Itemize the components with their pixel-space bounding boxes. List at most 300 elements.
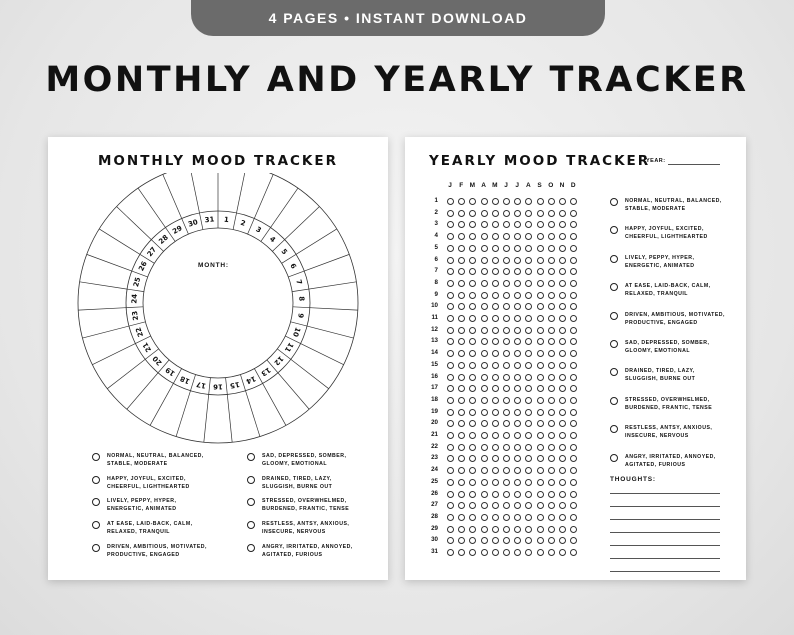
mood-dot[interactable] (559, 315, 566, 322)
mood-dot[interactable] (481, 467, 488, 474)
mood-dot[interactable] (537, 221, 544, 228)
thoughts-line[interactable] (610, 558, 720, 559)
mood-dot[interactable] (525, 233, 532, 240)
mood-dot[interactable] (481, 280, 488, 287)
thoughts-line[interactable] (610, 519, 720, 520)
mood-checkbox[interactable] (610, 368, 618, 376)
mood-dot[interactable] (458, 537, 465, 544)
mood-dot[interactable] (548, 280, 555, 287)
mood-dot[interactable] (447, 221, 454, 228)
mood-dot[interactable] (503, 432, 510, 439)
mood-dot[interactable] (559, 280, 566, 287)
mood-dot[interactable] (492, 420, 499, 427)
mood-dot[interactable] (503, 467, 510, 474)
mood-dot[interactable] (458, 327, 465, 334)
mood-dot[interactable] (537, 491, 544, 498)
mood-dot[interactable] (548, 491, 555, 498)
mood-dot[interactable] (570, 315, 577, 322)
mood-dot[interactable] (525, 479, 532, 486)
mood-dot[interactable] (514, 303, 521, 310)
mood-dot[interactable] (503, 280, 510, 287)
mood-dot[interactable] (537, 479, 544, 486)
mood-dot[interactable] (559, 455, 566, 462)
mood-dot[interactable] (514, 491, 521, 498)
monthly-legend-item[interactable] (92, 520, 193, 536)
mood-dot[interactable] (503, 537, 510, 544)
mood-dot[interactable] (458, 374, 465, 381)
mood-dot[interactable] (525, 397, 532, 404)
mood-dot[interactable] (570, 467, 577, 474)
mood-dot[interactable] (548, 245, 555, 252)
mood-dot[interactable] (481, 444, 488, 451)
mood-dot[interactable] (514, 350, 521, 357)
mood-dot[interactable] (514, 268, 521, 275)
mood-dot[interactable] (514, 257, 521, 264)
mood-dot[interactable] (492, 280, 499, 287)
mood-dot[interactable] (537, 327, 544, 334)
mood-dot[interactable] (570, 444, 577, 451)
mood-dot[interactable] (469, 257, 476, 264)
mood-dot[interactable] (447, 292, 454, 299)
mood-dot[interactable] (514, 479, 521, 486)
mood-dot[interactable] (559, 514, 566, 521)
mood-dot[interactable] (570, 397, 577, 404)
monthly-legend-item[interactable] (247, 497, 349, 513)
mood-dot[interactable] (503, 526, 510, 533)
mood-dot[interactable] (447, 385, 454, 392)
mood-dot[interactable] (514, 233, 521, 240)
mood-dot[interactable] (514, 362, 521, 369)
mood-dot[interactable] (469, 292, 476, 299)
mood-dot[interactable] (481, 210, 488, 217)
mood-dot[interactable] (537, 280, 544, 287)
thoughts-line[interactable] (610, 571, 720, 572)
mood-dot[interactable] (492, 526, 499, 533)
mood-dot[interactable] (537, 350, 544, 357)
mood-dot[interactable] (514, 397, 521, 404)
yearly-legend-item[interactable] (610, 339, 709, 355)
mood-dot[interactable] (559, 397, 566, 404)
mood-dot[interactable] (537, 338, 544, 345)
mood-dot[interactable] (570, 210, 577, 217)
mood-dot[interactable] (537, 198, 544, 205)
mood-dot[interactable] (447, 549, 454, 556)
mood-dot[interactable] (481, 245, 488, 252)
thoughts-line[interactable] (610, 493, 720, 494)
mood-dot[interactable] (570, 233, 577, 240)
mood-dot[interactable] (503, 502, 510, 509)
mood-dot[interactable] (525, 514, 532, 521)
mood-dot[interactable] (469, 467, 476, 474)
mood-dot[interactable] (503, 327, 510, 334)
mood-dot[interactable] (537, 537, 544, 544)
mood-checkbox[interactable] (610, 425, 618, 433)
mood-dot[interactable] (447, 268, 454, 275)
mood-dot[interactable] (525, 549, 532, 556)
mood-dot[interactable] (447, 444, 454, 451)
mood-dot[interactable] (559, 198, 566, 205)
mood-dot[interactable] (570, 362, 577, 369)
mood-dot[interactable] (469, 409, 476, 416)
mood-dot[interactable] (503, 338, 510, 345)
mood-dot[interactable] (492, 455, 499, 462)
mood-dot[interactable] (537, 362, 544, 369)
mood-dot[interactable] (503, 292, 510, 299)
mood-dot[interactable] (469, 210, 476, 217)
mood-dot[interactable] (481, 292, 488, 299)
mood-dot[interactable] (570, 280, 577, 287)
mood-dot[interactable] (458, 268, 465, 275)
mood-dot[interactable] (559, 526, 566, 533)
mood-dot[interactable] (570, 385, 577, 392)
mood-dot[interactable] (492, 444, 499, 451)
mood-dot[interactable] (514, 502, 521, 509)
mood-dot[interactable] (514, 409, 521, 416)
mood-dot[interactable] (469, 221, 476, 228)
mood-dot[interactable] (481, 479, 488, 486)
mood-dot[interactable] (514, 514, 521, 521)
mood-dot[interactable] (447, 432, 454, 439)
mood-dot[interactable] (458, 467, 465, 474)
mood-dot[interactable] (503, 350, 510, 357)
mood-dot[interactable] (458, 315, 465, 322)
mood-dot[interactable] (469, 233, 476, 240)
mood-dot[interactable] (559, 409, 566, 416)
mood-dot[interactable] (525, 198, 532, 205)
mood-dot[interactable] (492, 198, 499, 205)
mood-dot[interactable] (447, 467, 454, 474)
mood-dot[interactable] (492, 432, 499, 439)
mood-dot[interactable] (570, 350, 577, 357)
mood-dot[interactable] (537, 257, 544, 264)
mood-dot[interactable] (447, 245, 454, 252)
mood-dot[interactable] (514, 327, 521, 334)
mood-dot[interactable] (559, 385, 566, 392)
mood-dot[interactable] (537, 210, 544, 217)
mood-dot[interactable] (469, 491, 476, 498)
mood-dot[interactable] (503, 420, 510, 427)
mood-dot[interactable] (481, 257, 488, 264)
mood-dot[interactable] (447, 397, 454, 404)
mood-dot[interactable] (559, 537, 566, 544)
mood-dot[interactable] (525, 409, 532, 416)
monthly-legend-item[interactable] (92, 475, 190, 491)
mood-dot[interactable] (537, 245, 544, 252)
mood-dot[interactable] (469, 385, 476, 392)
mood-dot[interactable] (514, 374, 521, 381)
monthly-legend-item[interactable] (247, 475, 332, 491)
mood-dot[interactable] (548, 268, 555, 275)
mood-checkbox[interactable] (610, 340, 618, 348)
yearly-legend-item[interactable] (610, 367, 695, 383)
mood-dot[interactable] (481, 362, 488, 369)
mood-dot[interactable] (503, 385, 510, 392)
mood-dot[interactable] (537, 455, 544, 462)
mood-dot[interactable] (525, 257, 532, 264)
mood-dot[interactable] (447, 455, 454, 462)
mood-dot[interactable] (525, 491, 532, 498)
mood-dot[interactable] (548, 257, 555, 264)
mood-dot[interactable] (525, 444, 532, 451)
mood-dot[interactable] (481, 549, 488, 556)
mood-dot[interactable] (458, 221, 465, 228)
mood-dot[interactable] (492, 245, 499, 252)
mood-dot[interactable] (458, 549, 465, 556)
mood-dot[interactable] (492, 409, 499, 416)
mood-dot[interactable] (559, 467, 566, 474)
mood-dot[interactable] (469, 455, 476, 462)
yearly-legend-item[interactable] (610, 282, 711, 298)
mood-dot[interactable] (559, 327, 566, 334)
yearly-legend-item[interactable] (610, 197, 722, 213)
mood-dot[interactable] (447, 338, 454, 345)
mood-dot[interactable] (548, 537, 555, 544)
mood-dot[interactable] (548, 233, 555, 240)
mood-dot[interactable] (458, 210, 465, 217)
mood-dot[interactable] (492, 467, 499, 474)
mood-dot[interactable] (492, 537, 499, 544)
mood-dot[interactable] (559, 245, 566, 252)
mood-dot[interactable] (481, 537, 488, 544)
mood-checkbox[interactable] (92, 476, 100, 484)
mood-dot[interactable] (447, 210, 454, 217)
mood-dot[interactable] (492, 233, 499, 240)
mood-dot[interactable] (492, 210, 499, 217)
mood-dot[interactable] (525, 292, 532, 299)
mood-dot[interactable] (458, 397, 465, 404)
mood-dot[interactable] (537, 514, 544, 521)
mood-dot[interactable] (481, 385, 488, 392)
mood-dot[interactable] (570, 338, 577, 345)
mood-dot[interactable] (525, 502, 532, 509)
mood-dot[interactable] (570, 409, 577, 416)
mood-dot[interactable] (458, 233, 465, 240)
mood-dot[interactable] (447, 374, 454, 381)
mood-dot[interactable] (481, 420, 488, 427)
yearly-legend-item[interactable] (610, 453, 716, 469)
mood-dot[interactable] (559, 362, 566, 369)
mood-checkbox[interactable] (92, 453, 100, 461)
mood-dot[interactable] (548, 455, 555, 462)
mood-dot[interactable] (458, 280, 465, 287)
mood-dot[interactable] (458, 292, 465, 299)
mood-dot[interactable] (458, 362, 465, 369)
mood-dot[interactable] (525, 385, 532, 392)
mood-dot[interactable] (548, 409, 555, 416)
mood-dot[interactable] (514, 444, 521, 451)
mood-dot[interactable] (514, 455, 521, 462)
mood-dot[interactable] (514, 280, 521, 287)
mood-dot[interactable] (514, 549, 521, 556)
mood-dot[interactable] (469, 432, 476, 439)
mood-dot[interactable] (492, 292, 499, 299)
mood-dot[interactable] (503, 303, 510, 310)
mood-dot[interactable] (514, 420, 521, 427)
mood-dot[interactable] (525, 526, 532, 533)
mood-dot[interactable] (503, 491, 510, 498)
mood-checkbox[interactable] (610, 226, 618, 234)
mood-dot[interactable] (525, 303, 532, 310)
yearly-legend-item[interactable] (610, 311, 725, 327)
mood-dot[interactable] (469, 537, 476, 544)
mood-checkbox[interactable] (610, 255, 618, 263)
mood-dot[interactable] (481, 409, 488, 416)
mood-dot[interactable] (570, 537, 577, 544)
mood-dot[interactable] (570, 292, 577, 299)
mood-dot[interactable] (469, 362, 476, 369)
mood-dot[interactable] (537, 444, 544, 451)
mood-dot[interactable] (503, 479, 510, 486)
mood-dot[interactable] (548, 350, 555, 357)
mood-dot[interactable] (481, 455, 488, 462)
mood-dot[interactable] (492, 502, 499, 509)
mood-dot[interactable] (548, 198, 555, 205)
mood-dot[interactable] (469, 315, 476, 322)
yearly-legend-item[interactable] (610, 254, 694, 270)
thoughts-line[interactable] (610, 506, 720, 507)
mood-dot[interactable] (469, 338, 476, 345)
mood-dot[interactable] (447, 233, 454, 240)
mood-dot[interactable] (492, 362, 499, 369)
mood-dot[interactable] (525, 420, 532, 427)
yearly-legend-item[interactable] (610, 396, 712, 412)
mood-dot[interactable] (503, 315, 510, 322)
mood-dot[interactable] (503, 409, 510, 416)
mood-dot[interactable] (548, 420, 555, 427)
mood-dot[interactable] (559, 221, 566, 228)
mood-checkbox[interactable] (247, 453, 255, 461)
mood-dot[interactable] (548, 338, 555, 345)
mood-dot[interactable] (514, 198, 521, 205)
mood-dot[interactable] (525, 467, 532, 474)
mood-dot[interactable] (559, 444, 566, 451)
mood-dot[interactable] (469, 303, 476, 310)
mood-dot[interactable] (525, 455, 532, 462)
mood-dot[interactable] (447, 257, 454, 264)
mood-dot[interactable] (458, 350, 465, 357)
mood-dot[interactable] (447, 409, 454, 416)
mood-dot[interactable] (503, 257, 510, 264)
thoughts-line[interactable] (610, 545, 720, 546)
mood-dot[interactable] (559, 549, 566, 556)
mood-dot[interactable] (537, 409, 544, 416)
mood-dot[interactable] (469, 280, 476, 287)
mood-dot[interactable] (481, 315, 488, 322)
mood-dot[interactable] (503, 198, 510, 205)
monthly-legend-item[interactable] (92, 452, 204, 468)
mood-dot[interactable] (458, 198, 465, 205)
mood-dot[interactable] (469, 397, 476, 404)
mood-dot[interactable] (447, 502, 454, 509)
mood-dot[interactable] (458, 432, 465, 439)
mood-dot[interactable] (503, 245, 510, 252)
mood-dot[interactable] (447, 479, 454, 486)
mood-checkbox[interactable] (610, 454, 618, 462)
mood-dot[interactable] (469, 268, 476, 275)
mood-dot[interactable] (514, 537, 521, 544)
mood-dot[interactable] (469, 350, 476, 357)
mood-dot[interactable] (548, 210, 555, 217)
mood-dot[interactable] (570, 303, 577, 310)
mood-dot[interactable] (537, 526, 544, 533)
mood-dot[interactable] (514, 315, 521, 322)
mood-dot[interactable] (548, 362, 555, 369)
mood-dot[interactable] (514, 292, 521, 299)
mood-dot[interactable] (570, 514, 577, 521)
mood-dot[interactable] (559, 233, 566, 240)
mood-dot[interactable] (525, 268, 532, 275)
mood-dot[interactable] (503, 374, 510, 381)
mood-dot[interactable] (458, 303, 465, 310)
mood-dot[interactable] (481, 397, 488, 404)
yearly-legend-item[interactable] (610, 225, 708, 241)
mood-dot[interactable] (537, 268, 544, 275)
mood-dot[interactable] (481, 502, 488, 509)
mood-dot[interactable] (458, 491, 465, 498)
mood-dot[interactable] (537, 385, 544, 392)
mood-dot[interactable] (525, 432, 532, 439)
mood-dot[interactable] (525, 374, 532, 381)
mood-checkbox[interactable] (610, 198, 618, 206)
mood-dot[interactable] (559, 432, 566, 439)
mood-dot[interactable] (492, 479, 499, 486)
mood-dot[interactable] (481, 303, 488, 310)
mood-dot[interactable] (492, 385, 499, 392)
mood-dot[interactable] (537, 303, 544, 310)
mood-dot[interactable] (548, 385, 555, 392)
mood-dot[interactable] (548, 303, 555, 310)
mood-dot[interactable] (570, 221, 577, 228)
mood-dot[interactable] (570, 420, 577, 427)
mood-checkbox[interactable] (92, 498, 100, 506)
mood-dot[interactable] (458, 385, 465, 392)
mood-dot[interactable] (492, 549, 499, 556)
mood-dot[interactable] (458, 514, 465, 521)
mood-dot[interactable] (447, 362, 454, 369)
mood-dot[interactable] (447, 198, 454, 205)
mood-dot[interactable] (469, 245, 476, 252)
mood-dot[interactable] (570, 455, 577, 462)
mood-dot[interactable] (514, 221, 521, 228)
mood-dot[interactable] (469, 514, 476, 521)
mood-dot[interactable] (503, 362, 510, 369)
mood-dot[interactable] (525, 210, 532, 217)
mood-dot[interactable] (537, 374, 544, 381)
mood-dot[interactable] (548, 315, 555, 322)
mood-dot[interactable] (447, 315, 454, 322)
mood-dot[interactable] (458, 420, 465, 427)
mood-dot[interactable] (447, 327, 454, 334)
mood-dot[interactable] (492, 303, 499, 310)
mood-dot[interactable] (481, 338, 488, 345)
mood-dot[interactable] (525, 221, 532, 228)
mood-dot[interactable] (525, 537, 532, 544)
mood-dot[interactable] (559, 502, 566, 509)
yearly-legend-item[interactable] (610, 424, 712, 440)
mood-dot[interactable] (548, 221, 555, 228)
mood-dot[interactable] (525, 280, 532, 287)
mood-dot[interactable] (570, 327, 577, 334)
mood-dot[interactable] (537, 292, 544, 299)
mood-dot[interactable] (447, 537, 454, 544)
mood-dot[interactable] (503, 444, 510, 451)
mood-dot[interactable] (503, 549, 510, 556)
mood-dot[interactable] (481, 327, 488, 334)
mood-dot[interactable] (514, 210, 521, 217)
mood-dot[interactable] (525, 315, 532, 322)
mood-dot[interactable] (548, 467, 555, 474)
mood-dot[interactable] (469, 420, 476, 427)
